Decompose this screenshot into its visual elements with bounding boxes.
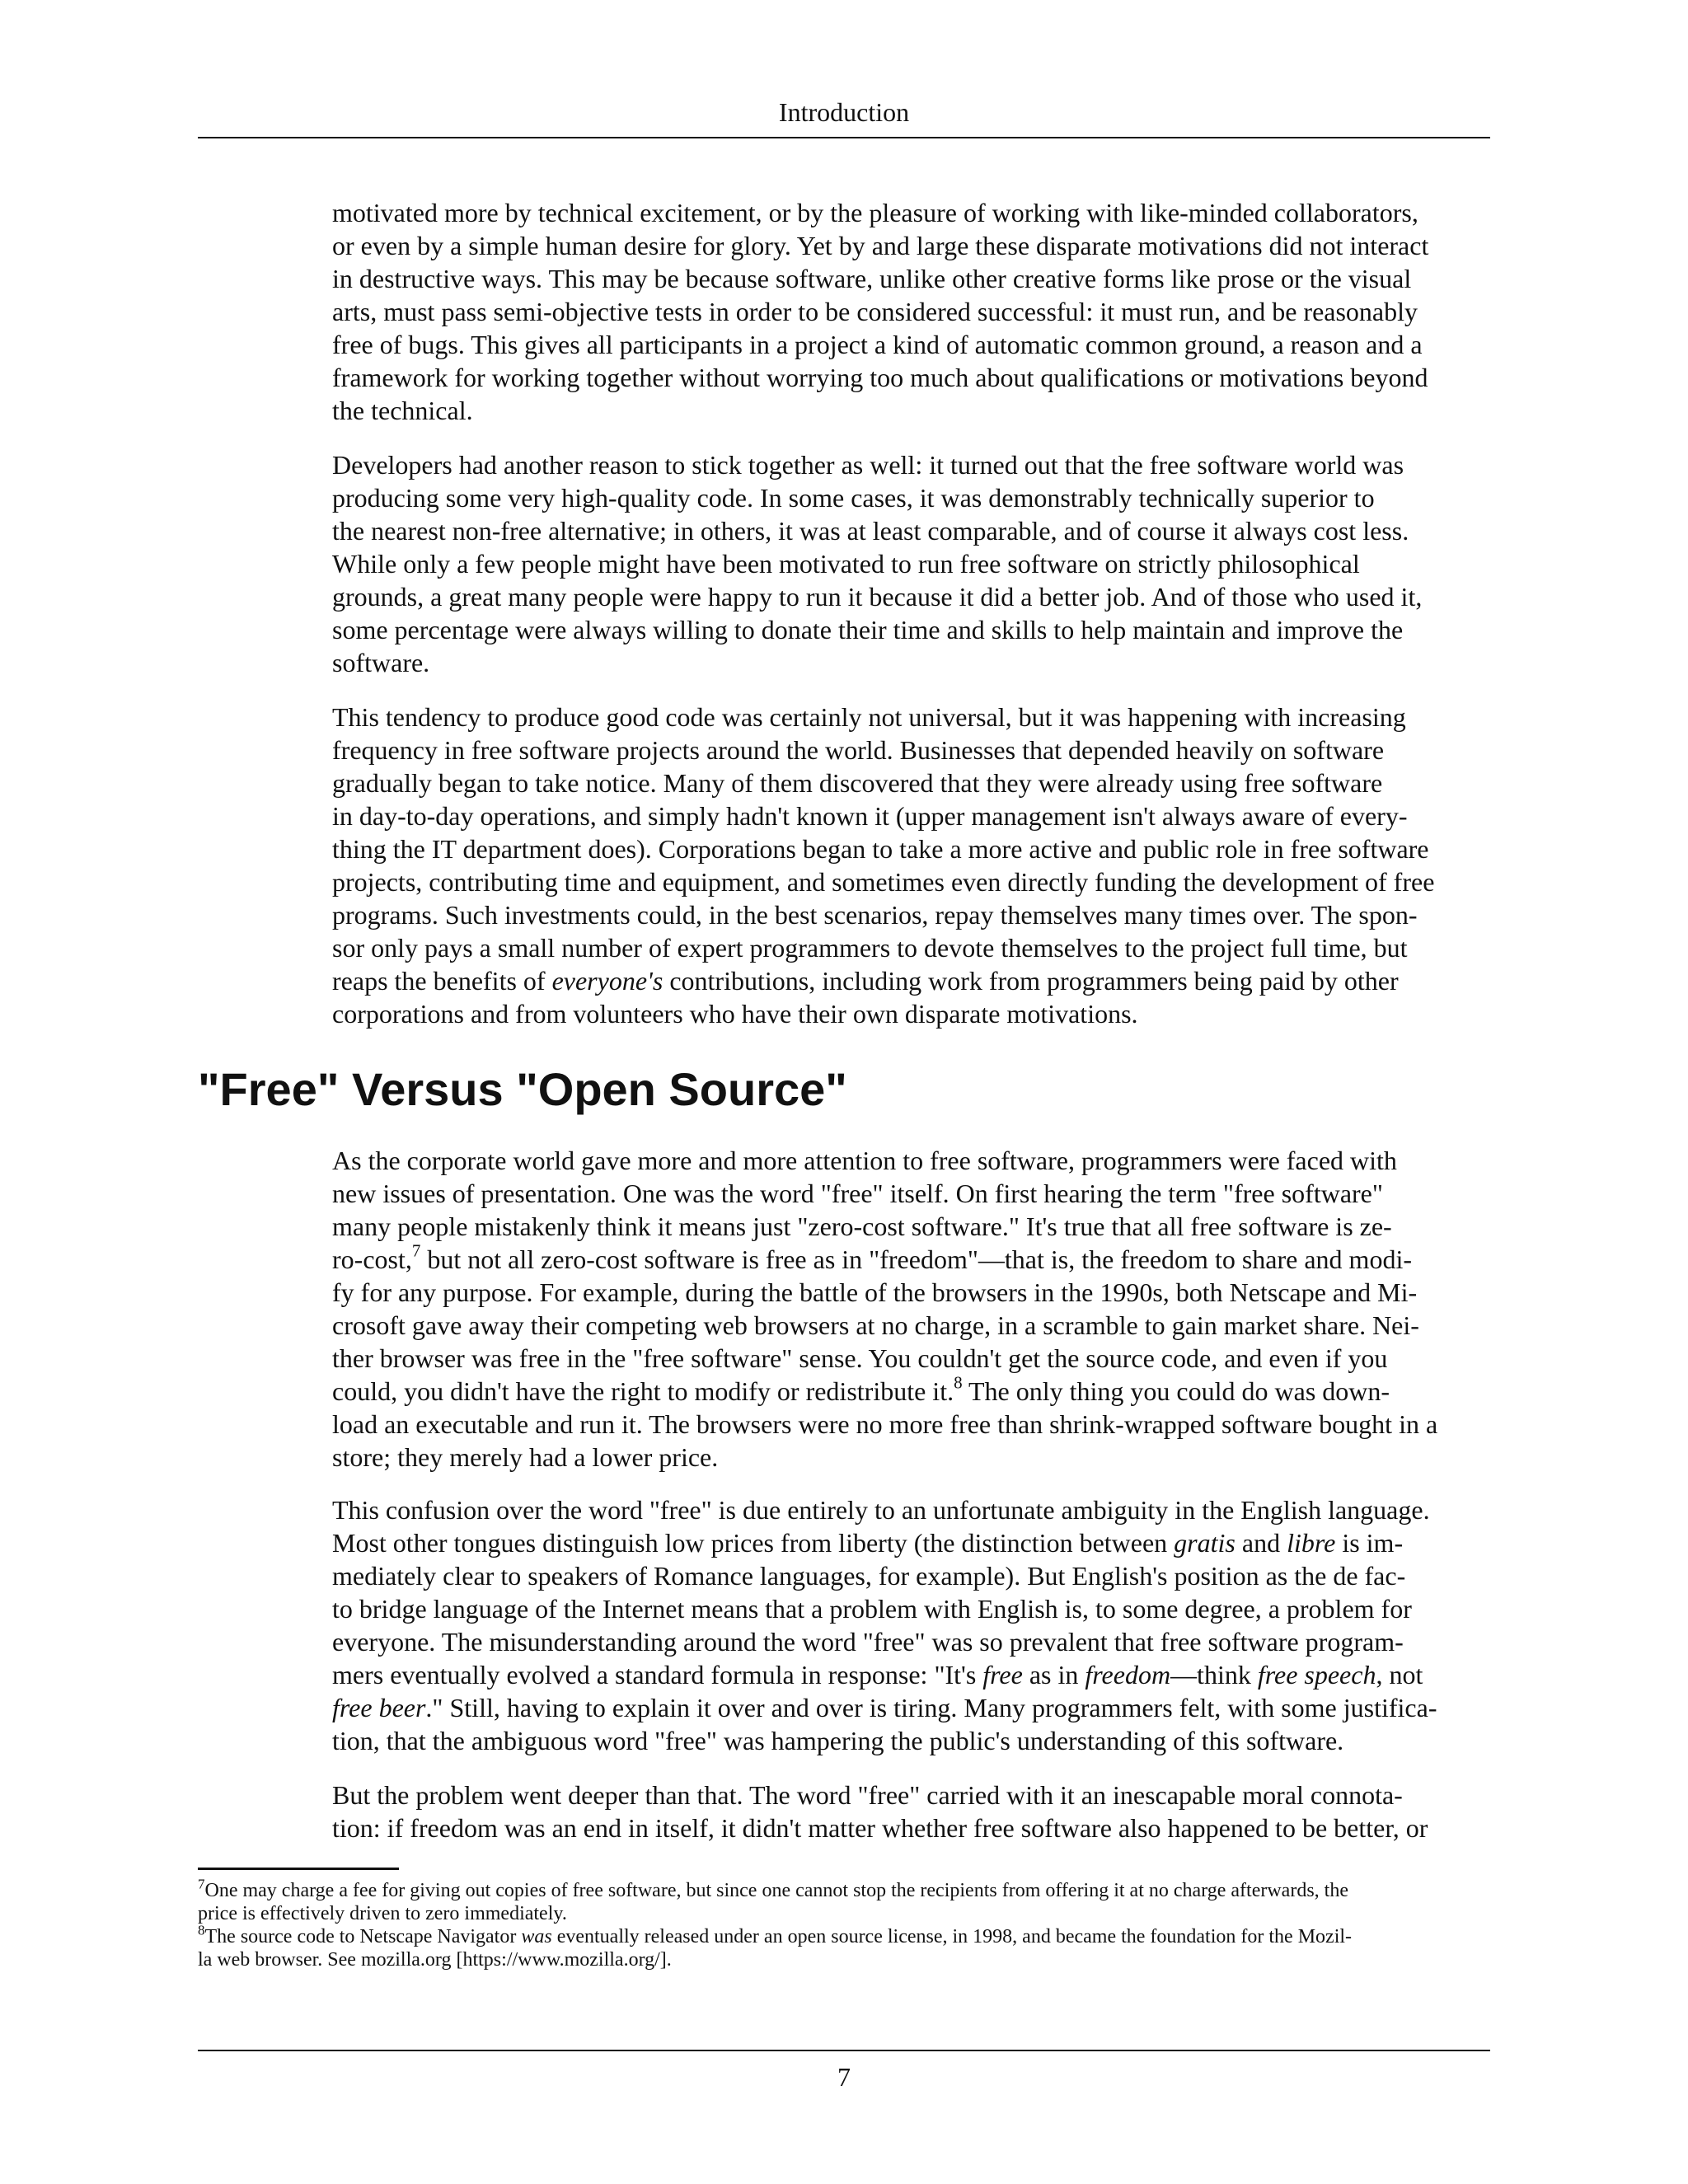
paragraph-line: [332, 1658, 1494, 1691]
paragraph-1: [332, 196, 1494, 427]
emphasis-text: gratis: [1174, 1528, 1236, 1558]
emphasis-text: free speech: [1257, 1660, 1376, 1690]
paragraph-line: to bridge language of the Internet means that a problem with English is, to some degree, a problem for: [332, 1594, 1412, 1624]
paragraph-line: everyone. The misunderstanding around the word "free" was so prevalent that free software program-: [332, 1627, 1404, 1657]
page-number: 7: [837, 2062, 851, 2092]
paragraph-line: new issues of presentation. One was the word "free" itself. On first hearing the term "free software": [332, 1179, 1383, 1208]
paragraph-line: store; they merely had a lower price.: [332, 1442, 719, 1472]
paragraph-3: [332, 701, 1494, 1030]
paragraph-line: [332, 1691, 1494, 1724]
emphasis-text: free beer: [332, 1693, 426, 1722]
paragraph-line: Developers had another reason to stick together as well: it turned out that the free software world was: [332, 450, 1404, 480]
footnote-text: One may charge a fee for giving out copies of free software, but since one cannot stop the recipients from offering it at no charge afterwards, the: [204, 1880, 1348, 1901]
paragraph-line: the nearest non-free alternative; in others, it was at least comparable, and of course it always cost less.: [332, 516, 1409, 546]
paragraph-line: fy for any purpose. For example, during the battle of the browsers in the 1990s, both Netscape and Mi-: [332, 1277, 1418, 1307]
paragraph-line: tion: if freedom was an end in itself, it didn't matter whether free software also happened to be better, or: [332, 1813, 1428, 1843]
footnote-line: price is effectively driven to zero immediately.: [198, 1903, 567, 1924]
paragraph-line: sor only pays a small number of expert programmers to devote themselves to the project full time, but: [332, 933, 1408, 963]
paragraph-line: corporations and from volunteers who have their own disparate motivations.: [332, 999, 1138, 1029]
paragraph-line: software.: [332, 648, 430, 677]
text-run: ." Still, having to explain it over and over is tiring. Many programmers felt, with some justifica-: [425, 1693, 1437, 1722]
text-run: Most other tongues distinguish low prices from liberty (the distinction between: [332, 1528, 1175, 1558]
footnote-line: la web browser. See mozilla.org [https://www.mozilla.org/].: [198, 1949, 672, 1971]
paragraph-line: [332, 1526, 1494, 1559]
paragraph-line: While only a few people might have been motivated to run free software on strictly philosophical: [332, 549, 1360, 579]
paragraph-line: load an executable and run it. The browsers were no more free than shrink-wrapped software bought in a: [332, 1409, 1438, 1439]
footnote-marker: 8: [198, 1922, 205, 1938]
section-heading: "Free" Versus "Open Source": [198, 1063, 847, 1115]
text-run: The only thing you could do was down-: [962, 1376, 1390, 1406]
text-run: —think: [1170, 1660, 1258, 1690]
paragraph-line: the technical.: [332, 396, 473, 425]
paragraph-line: many people mistakenly think it means just "zero-cost software." It's true that all free software is ze-: [332, 1212, 1392, 1241]
emphasis-text: was: [521, 1926, 552, 1947]
emphasis-text: libre: [1287, 1528, 1336, 1558]
footnote-text: The source code to Netscape Navigator: [204, 1926, 522, 1947]
text-run: as in: [1022, 1660, 1085, 1690]
paragraph-line: framework for working together without worrying too much about qualifications or motivations beyond: [332, 363, 1428, 392]
text-run: ro-cost,: [332, 1244, 412, 1274]
paragraph-line: in day-to-day operations, and simply hadn't known it (upper management isn't always aware of every-: [332, 801, 1408, 831]
paragraph-line: This tendency to produce good code was certainly not universal, but it was happening with increasing: [332, 702, 1406, 732]
paragraph-line: free of bugs. This gives all participants in a project a kind of automatic common ground, a reason and a: [332, 330, 1423, 359]
paragraph-5: [332, 1493, 1494, 1757]
paragraph-line: or even by a simple human desire for glory. Yet by and large these disparate motivations did not interact: [332, 231, 1429, 260]
footnote-text: eventually released under an open source license, in 1998, and became the foundation for the Mozil-: [551, 1926, 1353, 1947]
paragraph-line: thing the IT department does). Corporations began to take a more active and public role in free software: [332, 834, 1429, 864]
running-header: Introduction: [778, 97, 910, 127]
text-run: could, you didn't have the right to modify or redistribute it.: [332, 1376, 954, 1406]
paragraph-line: tion, that the ambiguous word "free" was hampering the public's understanding of this software.: [332, 1726, 1344, 1755]
footnotes: [198, 1876, 1496, 1971]
paragraph-line: in destructive ways. This may be because software, unlike other creative forms like prose or the visual: [332, 264, 1412, 293]
paragraph-line: This confusion over the word "free" is due entirely to an unfortunate ambiguity in the English language.: [332, 1495, 1430, 1525]
paragraph-line: As the corporate world gave more and more attention to free software, programmers were faced with: [332, 1146, 1397, 1175]
paragraph-6: [332, 1779, 1494, 1844]
text-run: and: [1235, 1528, 1287, 1558]
text-run: but not all zero-cost software is free as in "freedom"—that is, the freedom to share and modi-: [420, 1244, 1412, 1274]
paragraph-line: programs. Such investments could, in the best scenarios, repay themselves many times over. The spon-: [332, 900, 1418, 930]
footnote-8: [198, 1922, 1496, 1948]
paragraph-line: some percentage were always willing to donate their time and skills to help maintain and improve the: [332, 615, 1404, 644]
paragraph-2: [332, 448, 1494, 679]
paragraph-line: [332, 964, 1494, 997]
paragraph-line: [332, 1372, 1494, 1408]
paragraph-line: producing some very high-quality code. In some cases, it was demonstrably technically superior to: [332, 483, 1375, 513]
paragraph-line: gradually began to take notice. Many of them discovered that they were already using free software: [332, 768, 1383, 798]
paragraph-line: projects, contributing time and equipment, and sometimes even directly funding the development of free: [332, 867, 1435, 897]
paragraph-line: frequency in free software projects around the world. Businesses that depended heavily on software: [332, 735, 1385, 765]
paragraph-line: motivated more by technical excitement, or by the pleasure of working with like-minded collaborators,: [332, 198, 1418, 227]
paragraph-line: crosoft gave away their competing web browsers at no charge, in a scramble to gain market share. Nei-: [332, 1310, 1419, 1340]
header-rule: [198, 137, 1490, 138]
footnote-separator: [198, 1868, 399, 1870]
text-run: is im-: [1335, 1528, 1404, 1558]
text-run: reaps the benefits of: [332, 966, 552, 996]
emphasis-text: free: [982, 1660, 1023, 1690]
text-run: , not: [1376, 1660, 1423, 1690]
paragraph-line: grounds, a great many people were happy to run it because it did a better job. And of those who used it,: [332, 582, 1423, 612]
paragraph-line: ther browser was free in the "free software" sense. You couldn't get the source code, and even if you: [332, 1343, 1388, 1373]
emphasis-text: everyone's: [551, 966, 663, 996]
paragraph-line: mediately clear to speakers of Romance languages, for example). But English's position as the de fac-: [332, 1561, 1406, 1591]
emphasis-text: freedom: [1085, 1660, 1171, 1690]
footnote-ref-7[interactable]: 7: [411, 1240, 421, 1261]
paragraph-line: [332, 1240, 1494, 1276]
text-run: mers eventually evolved a standard formula in response: "It's: [332, 1660, 983, 1690]
footer-rule: [198, 2050, 1490, 2051]
footnote-marker: 7: [198, 1876, 205, 1892]
paragraph-line: arts, must pass semi-objective tests in order to be considered successful: it must run, and be reasonably: [332, 297, 1418, 326]
text-run: contributions, including work from programmers being paid by other: [663, 966, 1399, 996]
footnote-7: [198, 1876, 1496, 1902]
paragraph-line: But the problem went deeper than that. The word "free" carried with it an inescapable moral connota-: [332, 1780, 1403, 1810]
paragraph-4: [332, 1144, 1494, 1474]
footnote-ref-8[interactable]: 8: [954, 1372, 963, 1393]
